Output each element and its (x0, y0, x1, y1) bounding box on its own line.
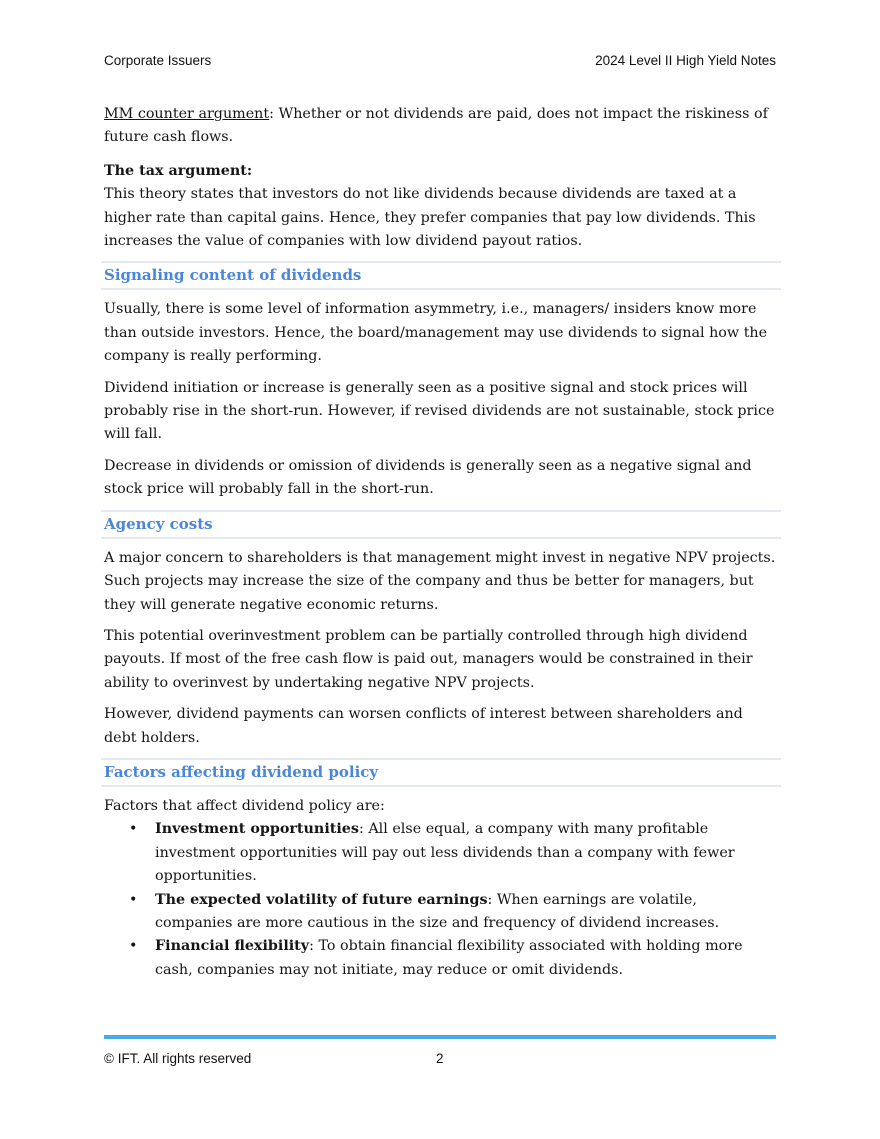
list-item (129, 935, 778, 982)
header-right: 2024 Level II High Yield Notes (595, 53, 776, 68)
tax-paragraph (104, 160, 778, 254)
mm-label: MM counter argument (104, 106, 270, 122)
factor-term: Investment opportunities (155, 821, 359, 838)
signaling-p3: Decrease in dividends or omission of dividends is generally seen as a negative signal and stock price will probably fall in the short-run. (104, 457, 752, 498)
bullet-icon: • (129, 938, 138, 955)
factors-intro: Factors that affect dividend policy are: (104, 797, 385, 814)
page-number: 2 (436, 1051, 444, 1066)
agency-p2: This potential overinvestment problem can be partially controlled through high dividend payouts. If most of the free cash flow is paid out, managers would be constrained in their ability to overinvest by undertaking negative NPV projects. (104, 627, 753, 691)
factor-term: The expected volatility of future earnings (155, 891, 488, 908)
factor-text: : All else equal, a company with many profitable investment opportunities will pay out less dividends than a company with fewer opportunities. (155, 821, 735, 885)
signaling-p2: Dividend initiation or increase is generally seen as a positive signal and stock prices will probably rise in the short-run. However, if revised dividends are not sustainable, stock price will fall. (104, 379, 775, 443)
bullet-icon: • (129, 821, 138, 838)
factor-term: Financial flexibility (155, 938, 310, 955)
factor-text: : To obtain financial flexibility associated with holding more cash, companies may not initiate, may reduce or omit dividends. (155, 938, 743, 978)
mm-text: : Whether or not dividends are paid, does not impact the riskiness of future cash flows. (104, 106, 768, 146)
signaling-p1: Usually, there is some level of information asymmetry, i.e., managers/ insiders know more than outside investors. Hence, the board/management may use dividends to signal how the company is really performing. (104, 301, 768, 365)
factor-text: : When earnings are volatile, companies are more cautious in the size and frequency of dividend increases. (155, 891, 720, 931)
agency-p3: However, dividend payments can worsen conflicts of interest between shareholders and debt holders. (104, 706, 743, 746)
list-item (129, 889, 778, 936)
list-item (129, 818, 778, 888)
tax-heading: The tax argument: (104, 162, 253, 179)
footer-copyright: © IFT. All rights reserved (104, 1051, 252, 1066)
agency-p1: A major concern to shareholders is that management might invest in negative NPV projects. Such projects may increase the size of the company and thus be better for managers, but they will generate negative economic returns. (104, 549, 776, 613)
header-left: Corporate Issuers (104, 53, 212, 68)
page-header (104, 53, 776, 68)
page-content (104, 103, 778, 982)
mm-paragraph (104, 103, 778, 150)
tax-text: This theory states that investors do not like dividends because dividends are taxed at a higher rate than capital gains. Hence, they prefer companies that pay low dividends. This increases the value of companies with low dividend payout ratios. (104, 186, 756, 250)
factors-heading: Factors affecting dividend policy (101, 758, 781, 787)
footer-divider (104, 1035, 776, 1039)
agency-heading: Agency costs (101, 510, 781, 539)
signaling-heading: Signaling content of dividends (101, 261, 781, 290)
factors-list (104, 818, 778, 982)
bullet-icon: • (129, 891, 138, 908)
